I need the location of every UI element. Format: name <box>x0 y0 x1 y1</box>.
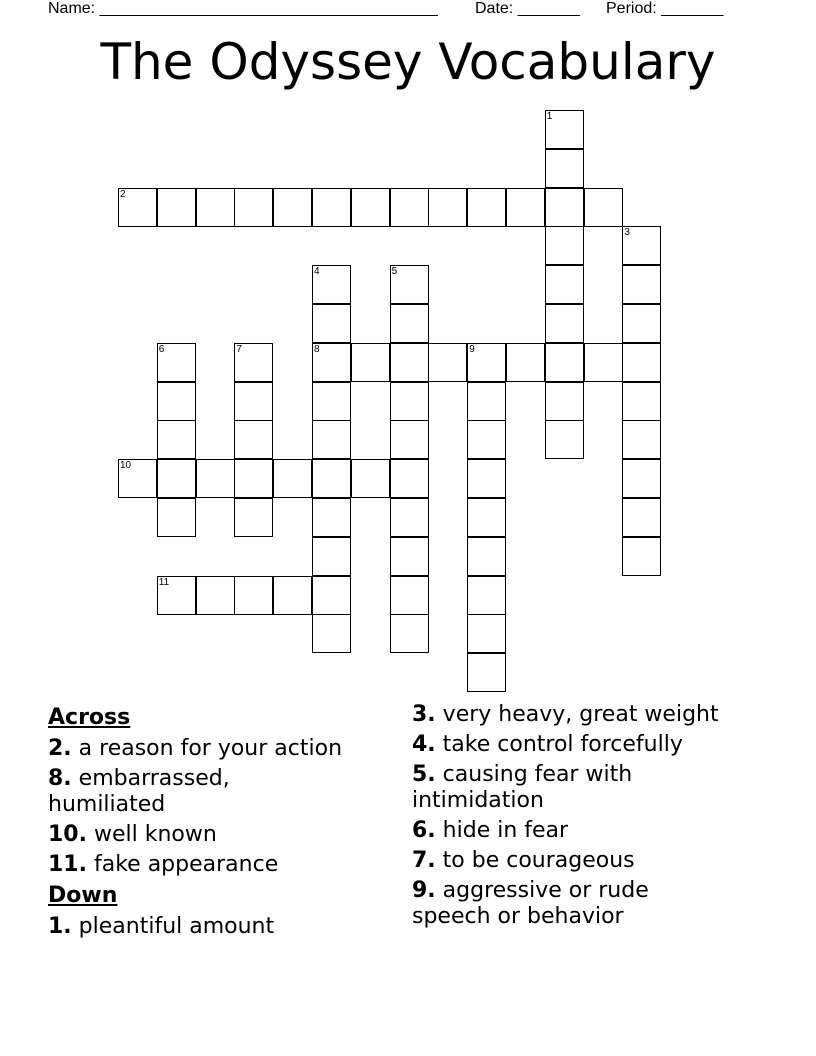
crossword-cell[interactable] <box>312 382 351 421</box>
clue-across-8 <box>48 766 288 818</box>
crossword-cell[interactable] <box>584 343 623 382</box>
clue-down-7 <box>412 848 762 874</box>
clue-number: 4. <box>412 732 436 757</box>
crossword-cell[interactable] <box>467 576 506 615</box>
clue-number: 5. <box>412 762 436 787</box>
clue-number: 6. <box>412 818 436 843</box>
crossword-cell[interactable] <box>234 459 273 498</box>
crossword-cell[interactable] <box>467 343 506 382</box>
clue-across-2 <box>48 736 398 762</box>
crossword-cell[interactable] <box>157 420 196 459</box>
crossword-cell[interactable] <box>273 188 312 227</box>
crossword-cell[interactable] <box>622 420 661 459</box>
crossword-cell[interactable] <box>157 576 196 615</box>
crossword-cell[interactable] <box>157 188 196 227</box>
cell-number: 1 <box>546 111 553 122</box>
clue-number: 3. <box>412 702 436 727</box>
crossword-cell[interactable] <box>390 343 429 382</box>
crossword-cell[interactable] <box>390 537 429 576</box>
crossword-cell[interactable] <box>506 188 545 227</box>
clue-text: very heavy, great weight <box>442 702 719 727</box>
clue-text: aggressive or rude speech or behavior <box>412 878 649 929</box>
crossword-cell[interactable] <box>390 498 429 537</box>
crossword-cell[interactable] <box>390 188 429 227</box>
crossword-cell[interactable] <box>196 576 235 615</box>
crossword-cell[interactable] <box>545 343 584 382</box>
crossword-cell[interactable] <box>467 420 506 459</box>
crossword-cell[interactable] <box>234 188 273 227</box>
clue-number: 2. <box>48 736 72 761</box>
cell-number: 6 <box>158 343 165 355</box>
crossword-cell[interactable] <box>467 382 506 421</box>
crossword-cell[interactable] <box>467 537 506 576</box>
clue-down-3 <box>412 702 762 728</box>
crossword-cell[interactable] <box>312 343 351 382</box>
crossword-cell[interactable] <box>312 265 351 304</box>
crossword-cell[interactable] <box>622 459 661 498</box>
crossword-cell[interactable] <box>390 304 429 343</box>
crossword-cell[interactable] <box>390 576 429 615</box>
clue-number: 1. <box>48 914 72 939</box>
crossword-cell[interactable] <box>545 226 584 265</box>
crossword-cell[interactable] <box>545 110 584 149</box>
crossword-cell[interactable] <box>545 149 584 188</box>
clue-text: fake appearance <box>93 852 279 877</box>
crossword-cell[interactable] <box>234 420 273 459</box>
down-heading: Down <box>48 883 118 908</box>
crossword-cell[interactable] <box>467 459 506 498</box>
cell-number: 11 <box>158 576 170 588</box>
crossword-cell[interactable] <box>428 343 467 382</box>
cell-number: 4 <box>314 266 320 278</box>
crossword-cell[interactable] <box>312 537 351 576</box>
crossword-cell[interactable] <box>157 459 196 498</box>
crossword-cell[interactable] <box>234 382 273 421</box>
crossword-cell[interactable] <box>622 265 661 304</box>
name-field-label[interactable]: Name: ______________________________________ <box>48 0 438 17</box>
crossword-cell[interactable] <box>545 420 584 459</box>
crossword-cell[interactable] <box>390 459 429 498</box>
crossword-cell[interactable] <box>390 382 429 421</box>
clue-number: 9. <box>412 878 436 903</box>
crossword-cell[interactable] <box>312 614 351 653</box>
crossword-cell[interactable] <box>622 343 661 382</box>
clue-number: 8. <box>48 766 72 791</box>
page-title: The Odyssey Vocabulary <box>100 33 716 91</box>
clue-text: embarrassed, humiliated <box>48 766 230 817</box>
clue-text: causing fear with intimidation <box>412 762 633 813</box>
clue-down-5 <box>412 762 672 814</box>
crossword-cell[interactable] <box>312 576 351 615</box>
crossword-cell[interactable] <box>157 382 196 421</box>
crossword-cell[interactable] <box>312 459 351 498</box>
crossword-cell[interactable] <box>622 382 661 421</box>
crossword-cell[interactable] <box>273 576 312 615</box>
crossword-cell[interactable] <box>428 188 467 227</box>
clue-column-right <box>412 700 762 930</box>
cell-number: 9 <box>469 343 475 355</box>
clue-number: 11. <box>48 852 87 877</box>
crossword-cell[interactable] <box>234 498 273 537</box>
cell-number: 3 <box>624 227 630 239</box>
crossword-cell[interactable] <box>506 343 545 382</box>
clue-text: take control forcefully <box>442 732 683 757</box>
clue-text: pleantiful amount <box>78 914 275 939</box>
crossword-cell[interactable] <box>157 498 196 537</box>
clue-across-11 <box>48 852 398 878</box>
crossword-cell[interactable] <box>390 420 429 459</box>
crossword-cell[interactable] <box>234 343 273 382</box>
crossword-cell[interactable] <box>312 188 351 227</box>
clue-down-6 <box>412 818 762 844</box>
across-heading: Across <box>48 705 131 730</box>
clue-number: 7. <box>412 848 436 873</box>
crossword-cell[interactable] <box>196 459 235 498</box>
crossword-cell[interactable] <box>312 498 351 537</box>
crossword-cell[interactable] <box>118 188 157 227</box>
crossword-cell[interactable] <box>157 343 196 382</box>
clue-down-1 <box>48 914 398 940</box>
crossword-cell[interactable] <box>312 420 351 459</box>
clue-text: a reason for your action <box>78 736 343 761</box>
date-field-label[interactable]: Date: _______ <box>475 0 580 17</box>
clue-number: 10. <box>48 822 87 847</box>
crossword-cell[interactable] <box>118 459 157 498</box>
crossword-cell[interactable] <box>545 265 584 304</box>
crossword-cell[interactable] <box>351 188 390 227</box>
crossword-cell[interactable] <box>622 304 661 343</box>
cell-number: 2 <box>120 188 126 200</box>
clue-across-10 <box>48 822 398 848</box>
student-info-line <box>48 0 768 20</box>
clue-down-9 <box>412 878 682 930</box>
clue-text: hide in fear <box>442 818 569 843</box>
cell-number: 8 <box>314 343 320 355</box>
crossword-cell[interactable] <box>545 304 584 343</box>
crossword-cell[interactable] <box>312 304 351 343</box>
crossword-cell[interactable] <box>622 498 661 537</box>
crossword-cell[interactable] <box>196 188 235 227</box>
crossword-cell[interactable] <box>351 459 390 498</box>
cell-number: 7 <box>236 343 242 355</box>
crossword-cell[interactable] <box>234 576 273 615</box>
crossword-cell[interactable] <box>622 226 661 265</box>
clue-column-left <box>48 700 398 940</box>
crossword-cell[interactable] <box>351 343 390 382</box>
clue-down-4 <box>412 732 762 758</box>
crossword-cell[interactable] <box>467 188 506 227</box>
crossword-cell[interactable] <box>545 188 584 227</box>
cell-number: 10 <box>120 460 132 472</box>
crossword-cell[interactable] <box>467 498 506 537</box>
crossword-cell[interactable] <box>584 188 623 227</box>
crossword-cell[interactable] <box>390 265 429 304</box>
period-field-label[interactable]: Period: _______ <box>606 0 724 17</box>
crossword-cell[interactable] <box>467 653 506 692</box>
crossword-cell[interactable] <box>390 614 429 653</box>
crossword-cell[interactable] <box>545 382 584 421</box>
clue-text: well known <box>93 822 217 847</box>
crossword-cell[interactable] <box>273 459 312 498</box>
clue-text: to be courageous <box>442 848 635 873</box>
crossword-cell[interactable] <box>622 537 661 576</box>
cell-number: 5 <box>391 266 398 278</box>
crossword-cell[interactable] <box>467 614 506 653</box>
